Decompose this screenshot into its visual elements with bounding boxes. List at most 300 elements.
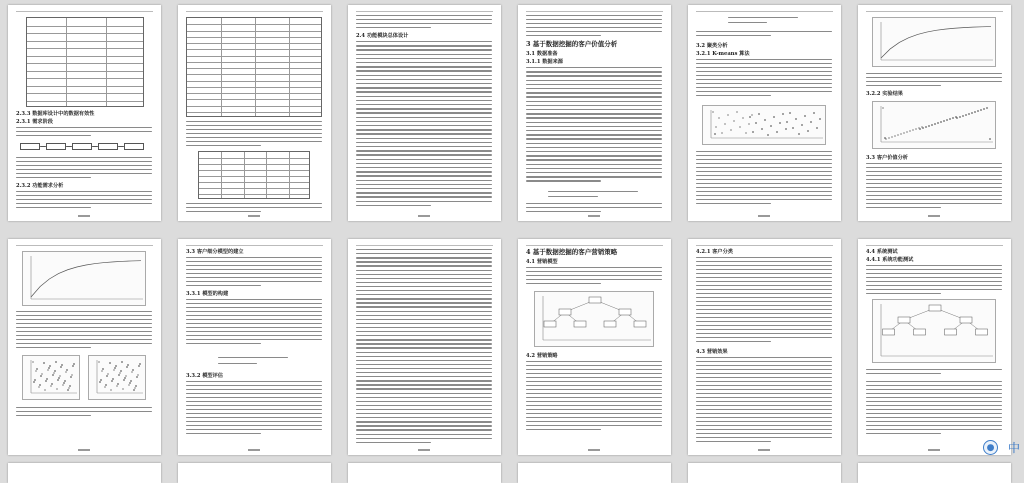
text-line (186, 129, 322, 130)
text-line (526, 92, 662, 93)
text-line (696, 401, 832, 402)
document-page[interactable] (178, 463, 331, 483)
text-line (526, 117, 662, 118)
page-header-rule (526, 11, 663, 12)
text-line (696, 325, 832, 326)
document-page[interactable] (688, 239, 841, 455)
page-header-rule (696, 245, 833, 246)
text-line (696, 155, 832, 156)
text-line (526, 279, 662, 280)
section-heading: 3.3 客户价值分析 (866, 155, 908, 161)
text-line (866, 413, 1002, 414)
text-line (186, 281, 322, 282)
text-line (16, 131, 152, 132)
text-line (866, 163, 1002, 164)
page-number (588, 449, 600, 451)
figure-graphic (535, 292, 655, 348)
text-line (696, 151, 832, 152)
page-header-rule (356, 11, 493, 12)
text-line (356, 54, 492, 55)
text-line (696, 175, 832, 176)
text-line (356, 49, 492, 50)
text-line (356, 294, 492, 295)
text-line (356, 270, 492, 271)
page-number (418, 449, 430, 451)
text-line (526, 393, 662, 394)
document-page[interactable] (858, 239, 1011, 455)
text-line (356, 298, 492, 299)
text-line (526, 138, 662, 139)
text-line (356, 311, 492, 312)
text-line (696, 35, 771, 36)
text-line (526, 413, 662, 414)
text-line (16, 323, 152, 324)
document-page[interactable] (178, 5, 331, 221)
document-page[interactable] (518, 5, 671, 221)
text-line (356, 19, 492, 20)
document-page[interactable] (688, 463, 841, 483)
text-line (356, 133, 492, 134)
text-line (356, 327, 492, 328)
page-number (928, 449, 940, 451)
text-line (356, 192, 492, 193)
document-page[interactable] (178, 239, 331, 455)
text-line (186, 121, 322, 122)
document-page[interactable] (348, 463, 501, 483)
text-line (356, 196, 492, 197)
text-line (696, 421, 832, 422)
text-line (356, 421, 492, 422)
text-line (866, 81, 1002, 82)
text-line (186, 145, 261, 146)
text-line (186, 269, 322, 270)
document-page[interactable] (688, 5, 841, 221)
section-heading: 3.3.1 模型的构建 (186, 291, 229, 297)
flow-box (124, 143, 144, 150)
text-line (356, 91, 492, 92)
text-line (356, 409, 492, 410)
section-heading: 4.2.1 客户分类 (696, 249, 733, 255)
text-line (526, 105, 662, 106)
text-line (526, 159, 662, 160)
text-line (696, 59, 832, 60)
text-line (526, 31, 662, 32)
text-line (696, 203, 771, 204)
text-line (696, 265, 832, 266)
text-line (186, 141, 322, 142)
text-line (526, 130, 662, 131)
text-line (186, 261, 322, 262)
text-line (526, 71, 662, 72)
text-line (356, 58, 492, 59)
text-line (186, 311, 322, 312)
text-line (356, 96, 492, 97)
text-line (356, 138, 492, 139)
text-line (186, 381, 322, 382)
text-line (866, 195, 1002, 196)
text-line (356, 117, 492, 118)
text-line (866, 405, 1002, 406)
text-line (526, 84, 662, 85)
text-line (186, 273, 322, 274)
document-page[interactable] (518, 239, 671, 455)
text-line (356, 343, 492, 344)
text-line (526, 409, 662, 410)
text-line (356, 159, 492, 160)
text-line (16, 191, 152, 192)
section-heading: 4 基于数据挖掘的客户营销策略 (526, 248, 618, 256)
text-line (866, 187, 1002, 188)
text-line (356, 180, 492, 181)
text-line (526, 377, 662, 378)
text-line (696, 397, 832, 398)
text-line (526, 147, 662, 148)
text-line (356, 146, 492, 147)
text-line (356, 45, 492, 46)
section-heading: 4.4.1 系统功能测试 (866, 257, 914, 263)
text-line (526, 80, 662, 81)
section-heading: 3.2 聚类分析 (696, 43, 728, 49)
text-line (356, 442, 431, 443)
figure-graphic (23, 356, 81, 401)
text-line (866, 417, 1002, 418)
text-line (526, 283, 601, 284)
document-page[interactable] (858, 5, 1011, 221)
text-line (186, 125, 322, 126)
text-line (526, 126, 662, 127)
text-line (866, 409, 1002, 410)
text-line (696, 281, 832, 282)
page-number (248, 215, 260, 217)
text-line (16, 169, 152, 170)
document-page[interactable] (8, 463, 161, 483)
text-line (866, 277, 1002, 278)
text-line (526, 361, 662, 362)
text-line (696, 297, 832, 298)
text-line (696, 63, 832, 64)
text-line (356, 286, 492, 287)
text-line (356, 405, 492, 406)
text-line (526, 369, 662, 370)
figure (22, 355, 80, 400)
text-line (866, 281, 1002, 282)
text-line (866, 191, 1002, 192)
text-line (526, 417, 662, 418)
section-heading: 2.3.1 需求阶段 (16, 119, 53, 125)
text-line (696, 309, 832, 310)
text-line (186, 137, 322, 138)
text-line (866, 199, 1002, 200)
text-line (696, 313, 832, 314)
assistant-icon[interactable]: ● (983, 440, 998, 455)
text-line (356, 171, 492, 172)
text-line (696, 389, 832, 390)
text-line (866, 179, 1002, 180)
text-line (866, 273, 1002, 274)
text-line (356, 319, 492, 320)
text-line (16, 195, 152, 196)
text-line (186, 417, 322, 418)
text-line (866, 289, 1002, 290)
text-line (356, 23, 492, 24)
text-line (356, 315, 492, 316)
text-line (16, 407, 152, 408)
text-line (186, 385, 322, 386)
text-line (696, 91, 832, 92)
text-line (186, 207, 322, 208)
text-line (866, 207, 941, 208)
text-line (696, 409, 832, 410)
text-line (696, 277, 832, 278)
text-line (356, 434, 492, 435)
text-line (186, 303, 322, 304)
text-line (526, 267, 662, 268)
text-line (16, 157, 152, 158)
text-line (356, 413, 492, 414)
document-page[interactable] (348, 5, 501, 221)
text-line (16, 203, 152, 204)
page-number (758, 449, 770, 451)
text-line (16, 311, 152, 312)
section-heading: 3.3.2 模型评估 (186, 373, 223, 379)
text-line (356, 167, 492, 168)
text-line (356, 70, 492, 71)
text-line (356, 100, 492, 101)
text-line (186, 397, 322, 398)
text-line (356, 306, 492, 307)
text-line (696, 405, 832, 406)
text-line (186, 339, 322, 340)
text-line (526, 164, 662, 165)
text-line (696, 305, 832, 306)
figure-graphic (873, 102, 997, 150)
section-heading: 3.2.2 实验结果 (866, 91, 903, 97)
text-line (356, 335, 492, 336)
text-line (866, 203, 1002, 204)
text-line (186, 331, 322, 332)
text-line (186, 327, 322, 328)
text-line (16, 315, 152, 316)
text-line (526, 134, 662, 135)
document-page[interactable] (348, 239, 501, 455)
text-line (356, 393, 492, 394)
text-line (16, 415, 91, 416)
text-line (356, 184, 492, 185)
text-line (526, 172, 662, 173)
text-line (866, 433, 941, 434)
text-line (186, 299, 322, 300)
figure (702, 105, 826, 145)
text-line (696, 183, 832, 184)
figure-graphic (873, 300, 997, 364)
figure-graphic (703, 106, 827, 146)
text-line (696, 365, 832, 366)
flow-box (72, 143, 92, 150)
figure (872, 299, 996, 363)
text-line (356, 83, 492, 84)
text-line (696, 195, 832, 196)
text-line (696, 273, 832, 274)
text-line (356, 352, 492, 353)
text-line (696, 433, 832, 434)
text-line (548, 191, 638, 192)
page-header-rule (866, 11, 1003, 12)
text-line (866, 85, 941, 86)
text-line (696, 179, 832, 180)
text-line (866, 429, 1002, 430)
text-line (218, 357, 288, 358)
text-line (696, 301, 832, 302)
text-line (696, 285, 832, 286)
document-page[interactable] (518, 463, 671, 483)
text-line (356, 339, 492, 340)
text-line (356, 438, 492, 439)
page-number (248, 449, 260, 451)
text-line (526, 203, 662, 204)
text-line (526, 405, 662, 406)
figure (88, 355, 146, 400)
text-line (696, 429, 832, 430)
page-number (928, 215, 940, 217)
text-line (866, 265, 1002, 266)
text-line (696, 191, 832, 192)
text-line (696, 289, 832, 290)
text-line (186, 307, 322, 308)
text-line (526, 365, 662, 366)
text-line (696, 199, 832, 200)
text-line (696, 385, 832, 386)
text-line (696, 83, 832, 84)
data-table (186, 17, 322, 117)
section-heading: 4.4 系统测试 (866, 249, 898, 255)
text-line (526, 176, 662, 177)
text-line (526, 143, 662, 144)
section-heading: 2.3.2 功能需求分析 (16, 183, 64, 189)
text-line (526, 122, 662, 123)
text-line (866, 373, 941, 374)
text-line (728, 22, 767, 23)
text-line (526, 67, 662, 68)
text-line (696, 425, 832, 426)
text-line (866, 77, 1002, 78)
text-line (696, 373, 832, 374)
text-line (356, 112, 492, 113)
text-line (696, 341, 771, 342)
text-line (356, 15, 492, 16)
flow-box (46, 143, 66, 150)
text-line (356, 253, 492, 254)
text-line (186, 389, 322, 390)
text-line (866, 171, 1002, 172)
text-line (526, 385, 662, 386)
figure-graphic (89, 356, 147, 401)
text-line (696, 393, 832, 394)
text-line (696, 369, 832, 370)
text-line (16, 207, 91, 208)
text-line (16, 127, 152, 128)
text-line (526, 75, 662, 76)
text-line (866, 381, 1002, 382)
text-line (186, 425, 322, 426)
text-line (696, 257, 832, 258)
text-line (696, 437, 832, 438)
text-line (696, 441, 771, 442)
text-line (16, 327, 152, 328)
text-line (866, 285, 1002, 286)
text-line (696, 171, 832, 172)
text-line (356, 356, 492, 357)
data-table (198, 151, 310, 199)
text-line (526, 35, 601, 36)
section-heading: 4.2 营销策略 (526, 353, 558, 359)
text-line (526, 271, 662, 272)
text-line (186, 405, 322, 406)
text-line (526, 101, 662, 102)
language-toggle[interactable]: 中 (1007, 441, 1020, 455)
text-line (356, 417, 492, 418)
text-line (356, 257, 492, 258)
text-line (16, 173, 152, 174)
text-line (696, 159, 832, 160)
text-line (696, 321, 832, 322)
text-line (696, 317, 832, 318)
text-line (356, 384, 492, 385)
text-line (356, 249, 492, 250)
text-line (728, 17, 798, 18)
document-page[interactable] (8, 5, 161, 221)
text-line (526, 275, 662, 276)
flow-box (20, 143, 40, 150)
text-line (866, 397, 1002, 398)
text-line (526, 389, 662, 390)
text-line (866, 425, 1002, 426)
text-line (356, 376, 492, 377)
text-line (356, 380, 492, 381)
text-line (866, 73, 1002, 74)
figure (22, 251, 146, 306)
text-line (356, 175, 492, 176)
flow-box (98, 143, 118, 150)
text-line (526, 88, 662, 89)
text-line (356, 142, 492, 143)
text-line (16, 343, 152, 344)
text-line (16, 319, 152, 320)
text-line (866, 175, 1002, 176)
text-line (526, 180, 601, 181)
text-line (548, 196, 598, 197)
section-heading: 3.2.1 K-means 算法 (696, 51, 750, 57)
text-line (866, 393, 1002, 394)
text-line (356, 41, 492, 42)
text-line (866, 369, 1002, 370)
text-line (186, 413, 322, 414)
text-line (356, 125, 492, 126)
text-line (356, 265, 492, 266)
text-line (526, 421, 662, 422)
text-line (186, 343, 261, 344)
page-header-rule (16, 245, 153, 246)
page-number (78, 215, 90, 217)
text-line (696, 167, 832, 168)
text-line (696, 87, 832, 88)
text-line (696, 381, 832, 382)
document-page[interactable] (8, 239, 161, 455)
text-line (696, 71, 832, 72)
text-line (696, 377, 832, 378)
document-page[interactable] (858, 463, 1011, 483)
text-line (356, 372, 492, 373)
text-line (356, 27, 431, 28)
